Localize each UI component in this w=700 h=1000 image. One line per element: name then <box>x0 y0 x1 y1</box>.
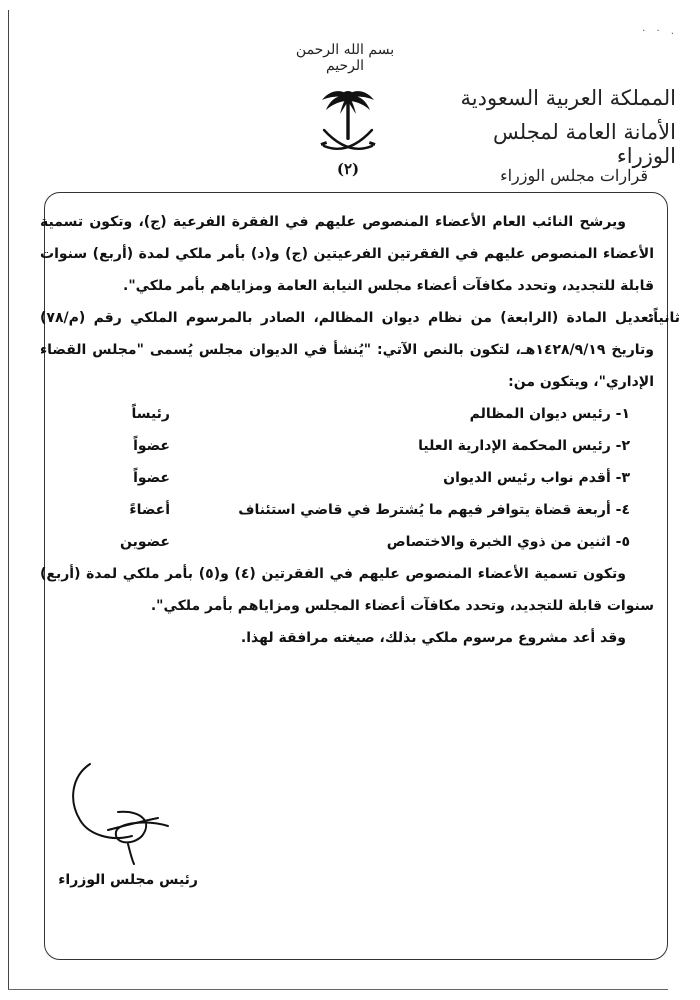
member-role: عضوين <box>120 534 170 550</box>
page-number: (٢) <box>336 160 360 178</box>
clause-2-label: ثانياً: <box>647 310 680 326</box>
member-name: ٥- اثنين من ذوي الخبرة والاختصاص <box>386 534 630 550</box>
member-role: أعضاءً <box>129 502 170 518</box>
clause-2 <box>40 302 680 398</box>
paragraph-3: وتكون تسمية الأعضاء المنصوص عليهم في الفقرتين (٤) و(٥) بأمر ملكي لمدة (أربع) سنوات قابلة للتجديد، وتحدد مكافآت أعضاء المجلس ومزاياهم بأمر ملكي". <box>40 566 654 614</box>
list-item <box>40 430 654 462</box>
paragraph-1: ويرشح النائب العام الأعضاء المنصوص عليهم في الفقرة الفرعية (ج)، وتكون تسمية الأعضاء المنصوص عليهم في الفقرتين الفرعيتين (ج) و(د) بأمر ملكي لمدة (أربع) سنوات قابلة للتجديد، وتحدد مكافآت أعضاء مجلس النيابة العامة ومزاياهم بأمر ملكي". <box>40 214 654 294</box>
signature-icon <box>58 760 178 870</box>
member-name: ٢- رئيس المحكمة الإدارية العليا <box>418 438 630 454</box>
member-role: عضواً <box>133 438 170 454</box>
list-item <box>40 494 654 526</box>
basmala-calligraphy: بسم الله الرحمن الرحيم <box>295 42 395 74</box>
header-secretariat: الأمانة العامة لمجلس الوزراء <box>492 120 676 168</box>
member-role: رئيساً <box>131 406 170 422</box>
page-border-bottom <box>8 989 668 990</box>
scan-specks: · · . <box>642 26 678 37</box>
document-body <box>40 206 680 654</box>
page-border-left <box>8 10 9 990</box>
member-name: ٤- أربعة قضاة يتوافر فيهم ما يُشترط في قاضي استئناف <box>238 502 630 518</box>
council-members-list <box>40 398 654 558</box>
paragraph-4: وقد أعد مشروع مرسوم ملكي بذلك، صيغته مرافقة لهذا. <box>240 630 626 646</box>
saudi-emblem-icon <box>318 84 378 162</box>
list-item <box>40 398 654 430</box>
header-decisions: قرارات مجلس الوزراء <box>500 166 648 185</box>
member-role: عضواً <box>133 470 170 486</box>
header-kingdom: المملكة العربية السعودية <box>460 86 676 110</box>
clause-2-text: تعديل المادة (الرابعة) من نظام ديوان المظالم، الصادر بالمرسوم الملكي رقم (م/٧٨) وتاريخ ١٤٢٨/٩/١٩هـ، لتكون بالنص الآتي: "يُنشأ في الديوان مجلس يُسمى "مجلس القضاء الإداري"، ويتكون من: <box>40 310 654 390</box>
signatory-title: رئيس مجلس الوزراء <box>58 872 198 888</box>
list-item <box>40 526 654 558</box>
member-name: ١- رئيس ديوان المظالم <box>469 406 630 422</box>
list-item <box>40 462 654 494</box>
member-name: ٣- أقدم نواب رئيس الديوان <box>443 470 630 486</box>
